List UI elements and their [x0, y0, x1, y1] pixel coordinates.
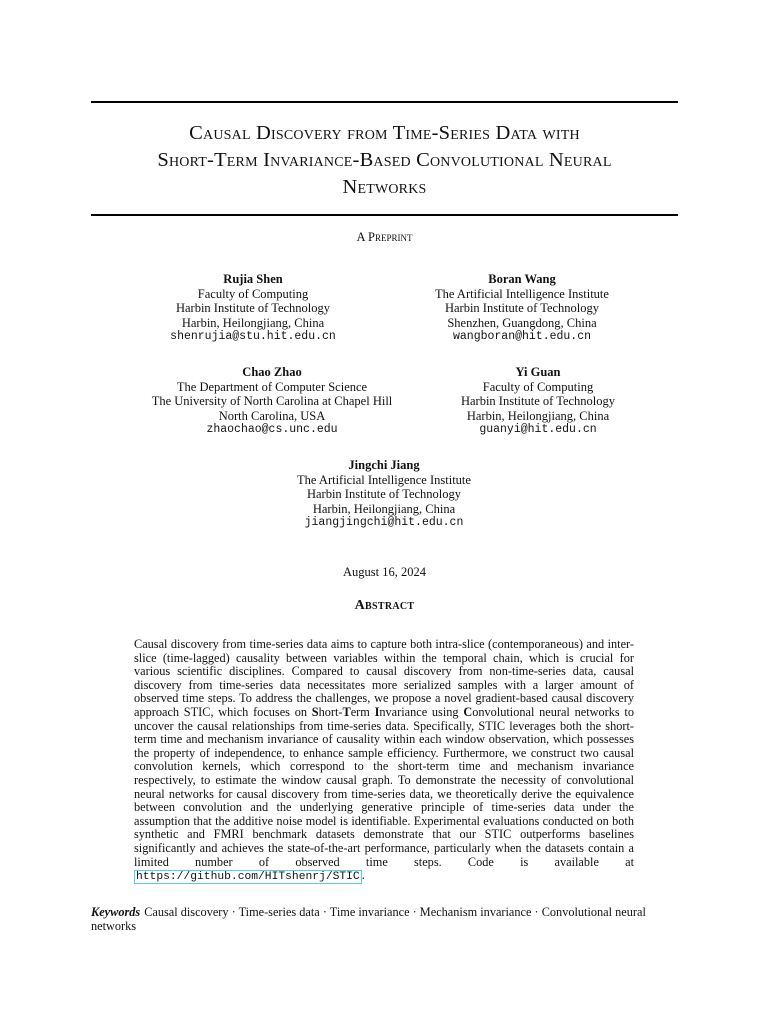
code-link[interactable]: https://github.com/HITshenrj/STIC: [136, 871, 360, 884]
author-name: Rujia Shen: [223, 272, 283, 286]
author-affiliation: Faculty of Computing: [482, 379, 594, 394]
author-affiliation: The Artificial Intelligence Institute: [297, 472, 471, 487]
abstract-text: .: [361, 868, 365, 883]
author-email[interactable]: zhaochao@cs.unc.edu: [206, 423, 338, 436]
title-line-3: Networks: [342, 176, 427, 198]
title-line-2: Short-Term Invariance-Based Convolutional Neural: [157, 149, 612, 171]
author-email[interactable]: jiangjingchi@hit.edu.cn: [304, 516, 464, 529]
author-affiliation: The Department of Computer Science: [176, 379, 368, 394]
author-email[interactable]: wangboran@hit.edu.cn: [452, 330, 592, 343]
author-block: [122, 365, 422, 438]
acronym-letter: S: [311, 704, 319, 719]
abstract-text: Causal discovery from time-series data aims to capture both intra-slice (contemporaneous) and inter-slice (time-lagged) causality between variables within the temporal chain, which is crucial for various scientific disciplines. Compared to causal discovery from non-time-series data, causal discovery from time-series data necessitates more serialized samples with a larger amount of observed time steps. To address the challenges, we propose a novel gradient-based causal discovery approach STIC, which focuses on: [134, 637, 634, 719]
preprint-label: A Preprint: [356, 230, 413, 244]
abstract-body: [134, 638, 634, 885]
author-name: Jingchi Jiang: [348, 458, 420, 472]
author-location: Shenzhen, Guangdong, China: [447, 315, 597, 330]
abstract-text: onvolutional neural networks to uncover the causal relationships from time-series data. Specifically, STIC leverages both the short-term time and mechanism invariance of causality within each window observation, which possesses the property of independence, to enhance sample efficiency. Furthermore, we construct two causal convolution kernels, which correspond to the short-term time and mechanism invariance respectively, to estimate the window causal graph. To demonstrate the necessity of convolutional neural networks for causal discovery from time-series data, we theoretically derive the equivalence between convolution and the underlying generative principle of time-series data under the assumption that the additive noise model is identifiable. Experimental evaluations conducted on both synthetic and FMRI benchmark datasets demonstrate that our STIC outperforms baselines significantly and achieves the state-of-the-art performance, particularly when the datasets contain a limited number of observed time steps. Code is available at: [134, 704, 634, 869]
top-rule: [91, 101, 678, 103]
author-affiliation: Faculty of Computing: [197, 286, 309, 301]
author-affiliation: The University of North Carolina at Chapel Hill: [151, 394, 393, 408]
author-location: Harbin, Heilongjiang, China: [181, 315, 325, 330]
author-email[interactable]: shenrujia@stu.hit.edu.cn: [170, 330, 336, 343]
author-name: Yi Guan: [515, 365, 561, 379]
acronym-letter: T: [342, 704, 351, 719]
abstract-heading: Abstract: [354, 598, 415, 613]
title-line-1: Causal Discovery from Time-Series Data with: [189, 122, 580, 144]
author-affiliation: Harbin Institute of Technology: [175, 301, 331, 315]
bottom-rule: [91, 214, 678, 216]
paper-title: [91, 120, 678, 201]
keywords: [91, 905, 678, 933]
author-location: North Carolina, USA: [218, 408, 326, 423]
author-affiliation: Harbin Institute of Technology: [460, 394, 616, 408]
author-affiliation: Harbin Institute of Technology: [444, 301, 600, 315]
author-affiliation: The Artificial Intelligence Institute: [435, 286, 609, 301]
abstract-text: erm: [350, 704, 375, 719]
author-block: [103, 272, 403, 345]
author-block: [372, 272, 672, 345]
acronym-letter: C: [463, 704, 473, 719]
publication-date: August 16, 2024: [343, 565, 426, 579]
author-affiliation: Harbin Institute of Technology: [306, 487, 462, 501]
author-name: Chao Zhao: [242, 365, 302, 379]
keywords-label: Keywords: [91, 905, 141, 919]
author-location: Harbin, Heilongjiang, China: [312, 501, 456, 516]
abstract-text: nvariance using: [379, 704, 464, 719]
author-block: [388, 365, 688, 438]
author-name: Boran Wang: [488, 272, 556, 286]
author-location: Harbin, Heilongjiang, China: [466, 408, 610, 423]
author-block: [234, 458, 534, 531]
abstract-text: hort-: [318, 704, 343, 719]
acronym-letter: I: [374, 704, 380, 719]
author-email[interactable]: guanyi@hit.edu.cn: [479, 423, 597, 436]
keywords-text: Causal discovery · Time-series data · Time invariance · Mechanism invariance · Convolutional neural networks: [91, 905, 646, 933]
